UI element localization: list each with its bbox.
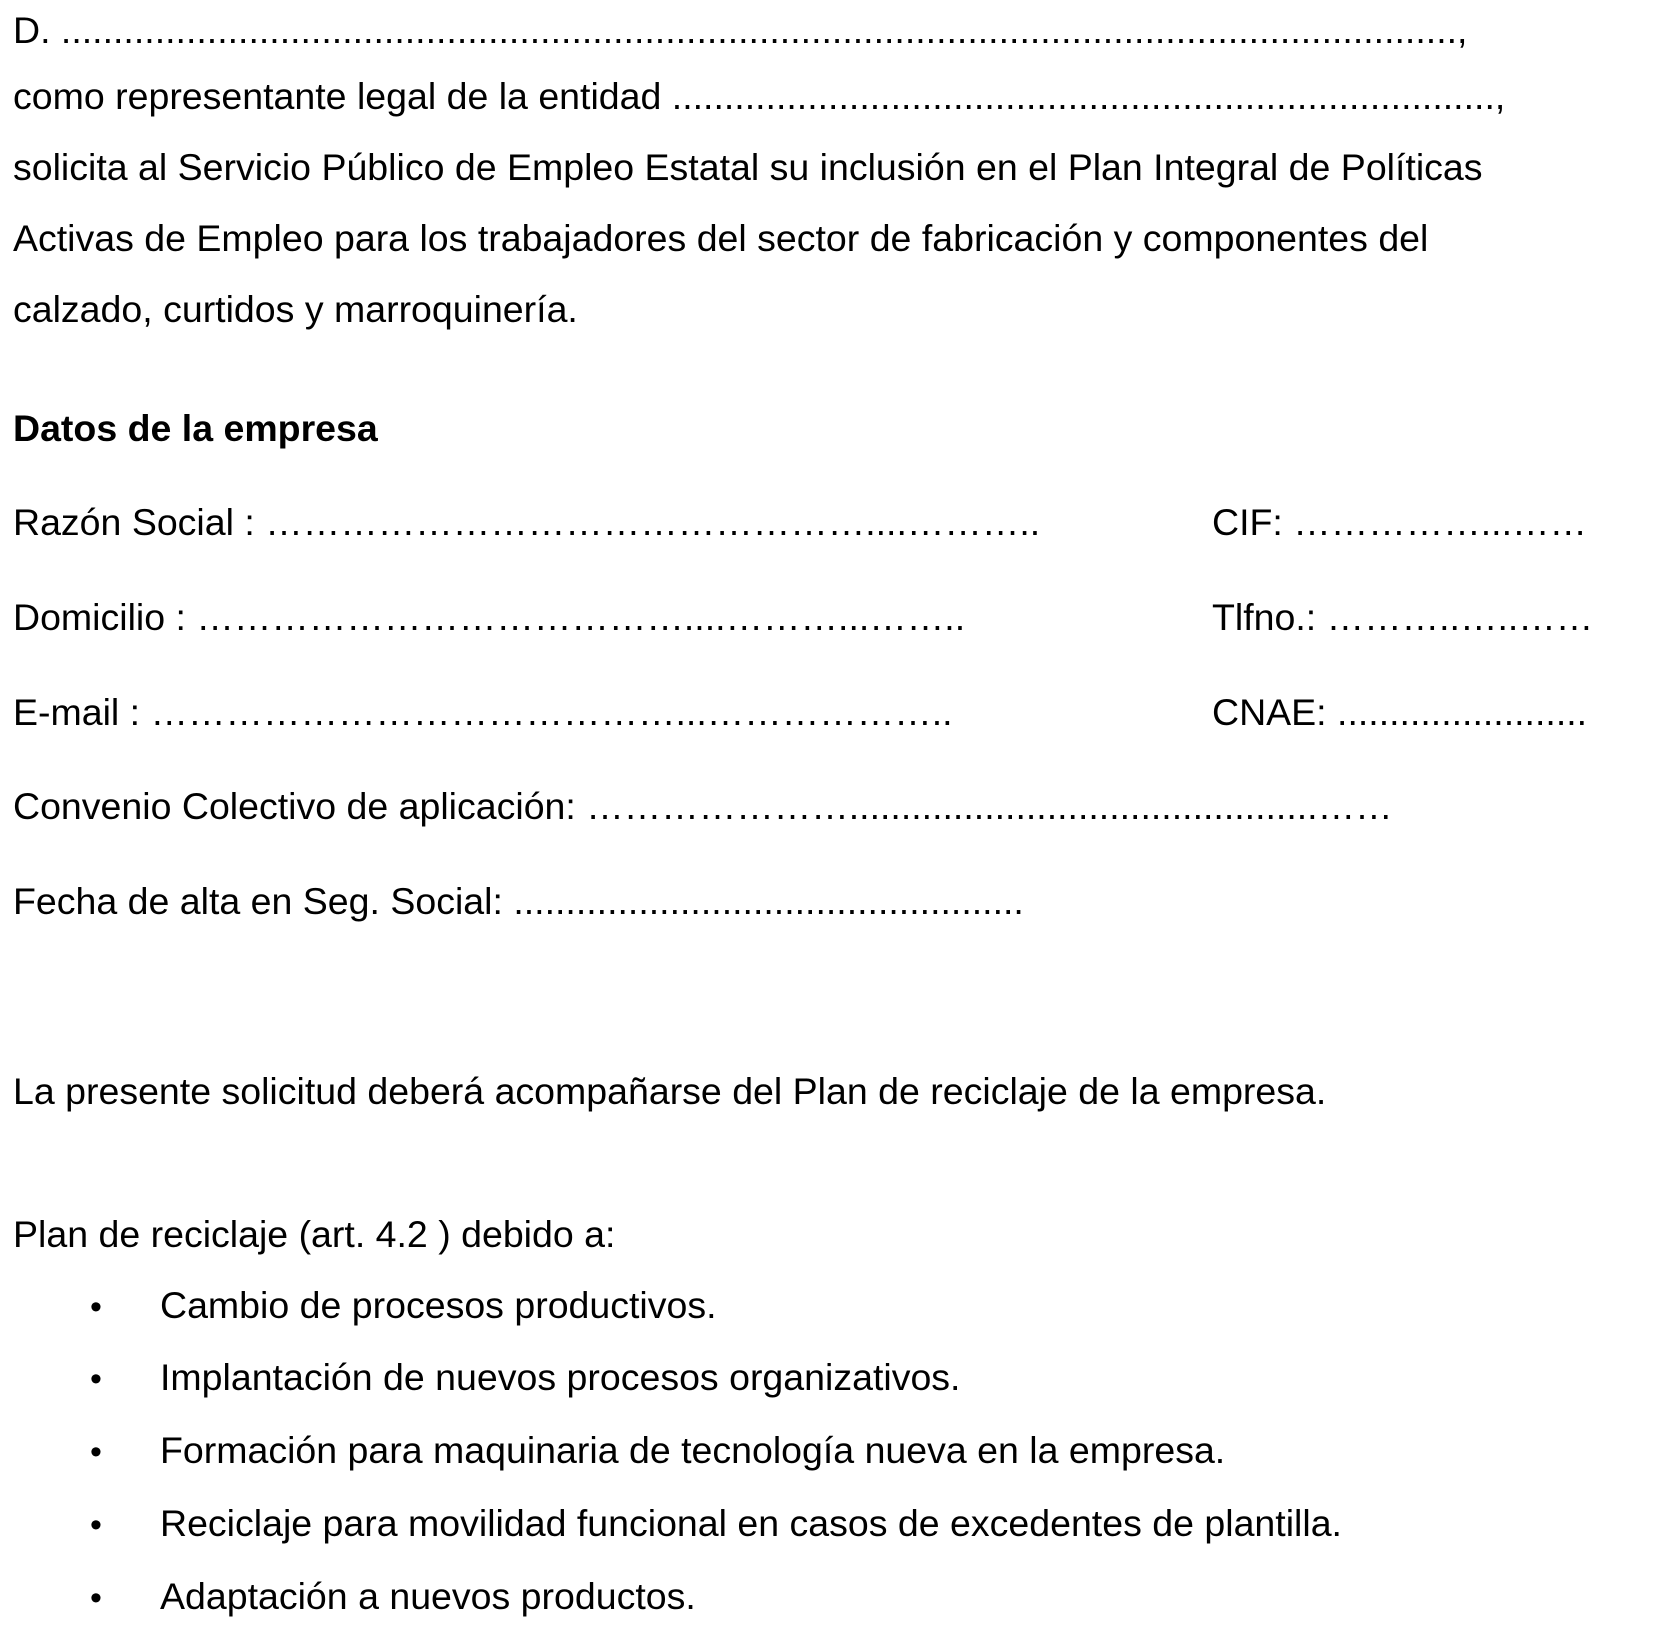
email-field[interactable]: E-mail : ……………………………………...……………….. — [13, 691, 953, 733]
applicant-name-line — [13, 9, 1645, 51]
list-item: Implantación de nuevos procesos organizativos. — [160, 1356, 961, 1398]
list-item: Formación para maquinaria de tecnología nueva en la empresa. — [160, 1429, 1226, 1471]
cnae-field[interactable]: CNAE: ........................ — [1212, 691, 1588, 733]
tlfno-field[interactable]: Tlfno.: ………..…..…… — [1212, 596, 1594, 638]
list-item: Reciclaje para movilidad funcional en casos de excedentes de plantilla. — [160, 1502, 1342, 1544]
bullet-icon: • — [90, 1288, 102, 1326]
request-text-line-4: Activas de Empleo para los trabajadores del sector de fabricación y componentes del — [13, 217, 1429, 259]
bullet-icon: • — [90, 1433, 102, 1471]
fecha-alta-field[interactable]: Fecha de alta en Seg. Social: ................................................. — [13, 880, 1024, 922]
razon-social-field[interactable]: Razón Social : …………………………………………....……….. — [13, 501, 1041, 543]
plan-intro: Plan de reciclaje (art. 4.2 ) debido a: — [13, 1213, 616, 1255]
list-item: Cambio de procesos productivos. — [160, 1284, 717, 1326]
list-item: Adaptación a nuevos productos. — [160, 1575, 696, 1617]
plan-attachment-note: La presente solicitud deberá acompañarse del Plan de reciclaje de la empresa. — [13, 1070, 1327, 1112]
applicant-prefix: D. — [13, 9, 51, 51]
applicant-name-field[interactable]: ......................................................................................................................................, — [60, 9, 1468, 51]
convenio-field[interactable]: Convenio Colectivo de aplicación: ………………….............................................…… — [13, 785, 1393, 827]
bullet-icon: • — [90, 1506, 102, 1544]
cif-field[interactable]: CIF: ……………...…… — [1212, 501, 1587, 543]
company-section-heading: Datos de la empresa — [13, 407, 378, 449]
entity-label: como representante legal de la entidad — [13, 75, 662, 117]
entity-name-field[interactable]: ..............................................................................., — [671, 75, 1506, 117]
bullet-icon: • — [90, 1579, 102, 1617]
domicilio-field[interactable]: Domicilio : …………………………………....………...…….. — [13, 596, 966, 638]
bullet-icon: • — [90, 1360, 102, 1398]
entity-line — [13, 75, 1645, 117]
request-text-line-5: calzado, curtidos y marroquinería. — [13, 288, 578, 330]
request-text-line-3: solicita al Servicio Público de Empleo Estatal su inclusión en el Plan Integral de Políticas — [13, 146, 1483, 188]
